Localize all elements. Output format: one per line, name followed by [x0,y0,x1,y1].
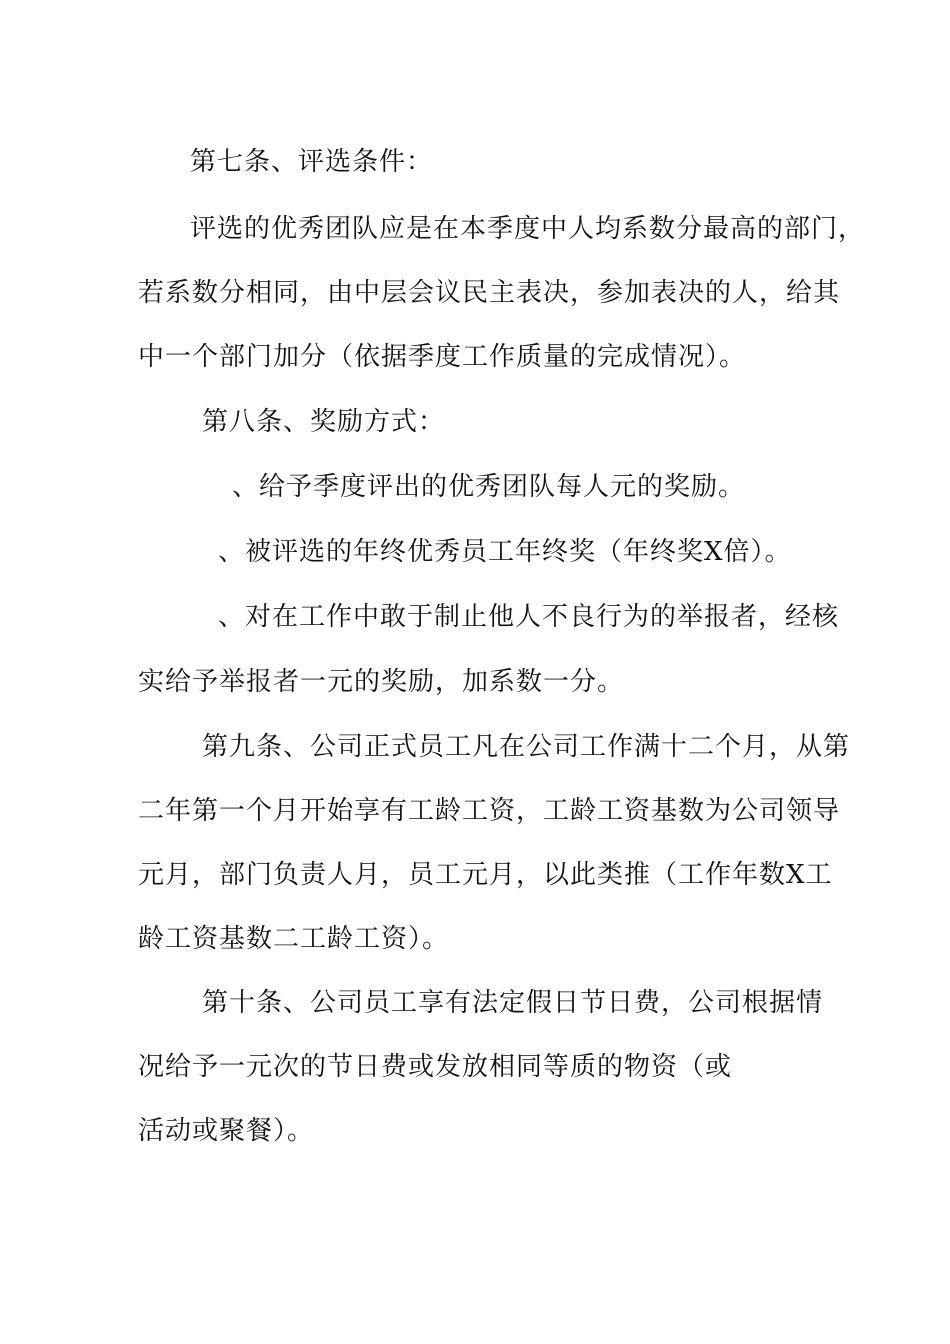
article-10-paragraph-cont: 活动或聚餐）。 [138,1116,315,1146]
article-7-paragraph: 评选的优秀团队应是在本季度中人均系数分最高的部门， [190,214,866,244]
article-8-item-2: 、被评选的年终优秀员工年终奖（年终奖X倍）。 [218,537,792,567]
article-8-item-3-cont: 实给予举报者一元的奖励，加系数一分。 [138,667,625,697]
article-10-paragraph: 第十条、公司员工享有法定假日节日费，公司根据情 [202,988,824,1018]
article-7-heading: 第七条、评选条件： [190,147,434,177]
article-9-paragraph-cont: 二年第一个月开始享有工龄工资，工龄工资基数为公司领导 [138,796,841,826]
article-7-paragraph-cont: 若系数分相同，由中层会议民主表决，参加表决的人，给其 [138,278,841,308]
article-8-item-3: 、对在工作中敢于制止他人不良行为的举报者，经核 [218,602,840,632]
article-9-paragraph-cont: 龄工资基数二工龄工资）。 [138,924,450,954]
article-9-paragraph: 第九条、公司正式员工凡在公司工作满十二个月，从第 [202,732,851,762]
article-9-paragraph-cont: 元月，部门负责人月，员工元月，以此类推（工作年数X工 [138,860,833,890]
article-7-paragraph-cont: 中一个部门加分（依据季度工作质量的完成情况）。 [138,342,747,372]
article-10-paragraph-cont: 况给予一元次的节日费或发放相同等质的物资（或 [138,1052,733,1082]
article-8-heading: 第八条、奖励方式： [202,407,446,437]
article-8-item-1: 、给予季度评出的优秀团队每人元的奖励。 [232,472,746,502]
